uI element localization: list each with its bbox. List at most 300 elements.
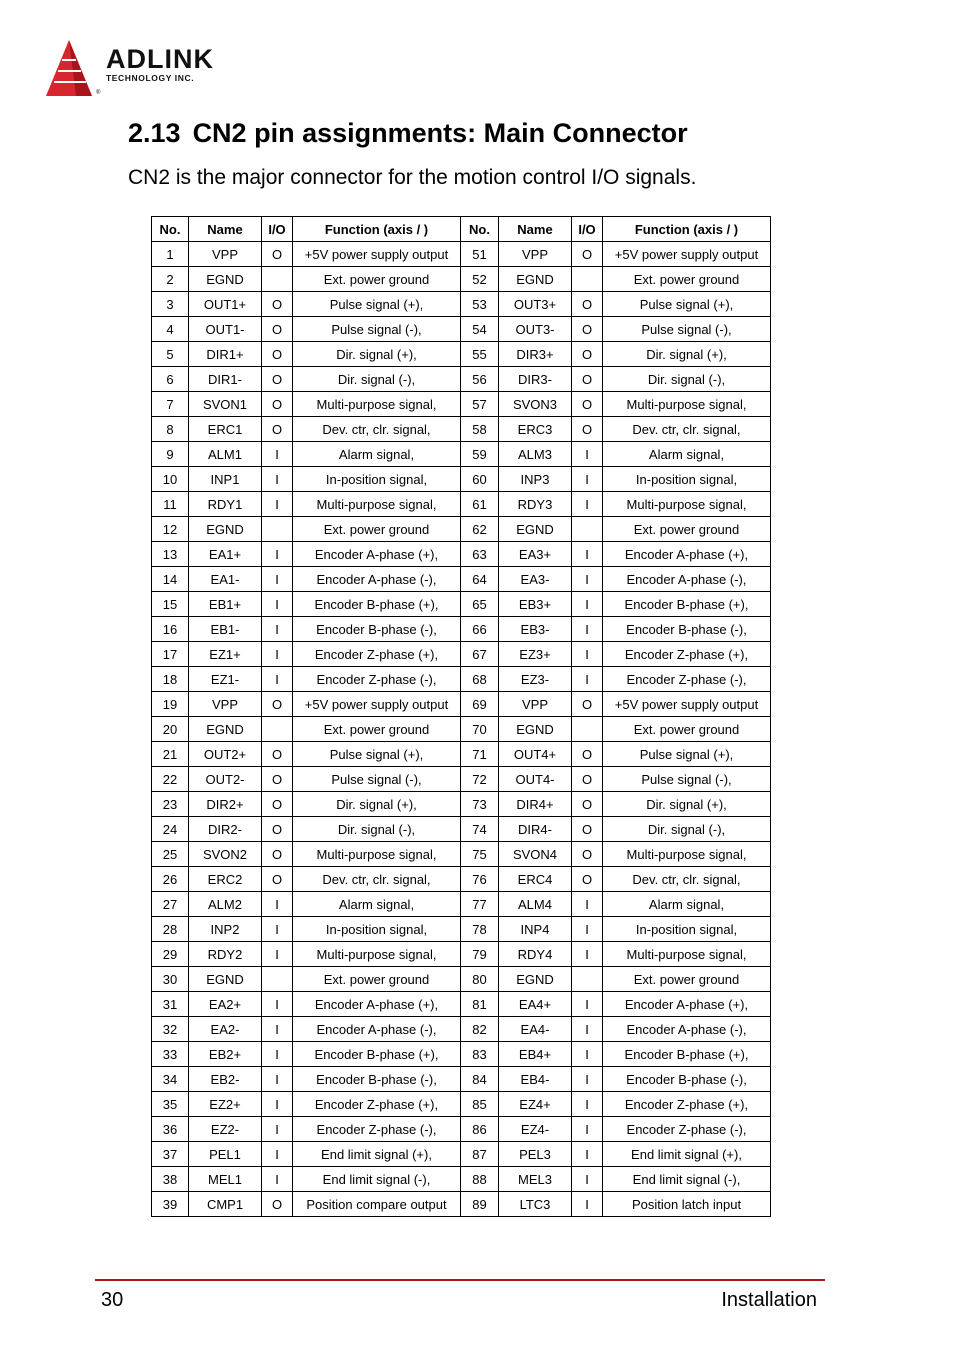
- cell-name: MEL1: [189, 1167, 262, 1192]
- cell-io: [572, 267, 603, 292]
- cell-name: LTC3: [499, 1192, 572, 1217]
- cell-function: End limit signal (+),: [293, 1142, 461, 1167]
- cell-function: Pulse signal (+),: [603, 742, 771, 767]
- cell-function: End limit signal (+),: [603, 1142, 771, 1167]
- cell-no: 89: [461, 1192, 499, 1217]
- cell-io: O: [262, 792, 293, 817]
- cell-name: DIR4-: [499, 817, 572, 842]
- cell-name: VPP: [499, 242, 572, 267]
- cell-name: EZ4-: [499, 1117, 572, 1142]
- cell-name: EA4+: [499, 992, 572, 1017]
- cell-io: I: [262, 492, 293, 517]
- cell-function: Encoder B-phase (+),: [603, 1042, 771, 1067]
- cell-name: EGND: [499, 717, 572, 742]
- cell-function: Encoder Z-phase (+),: [293, 642, 461, 667]
- cell-no: 81: [461, 992, 499, 1017]
- header-function: Function (axis / ): [293, 217, 461, 242]
- cell-no: 12: [152, 517, 189, 542]
- cell-io: I: [262, 1042, 293, 1067]
- cell-no: 25: [152, 842, 189, 867]
- cell-no: 74: [461, 817, 499, 842]
- cell-name: SVON3: [499, 392, 572, 417]
- cell-function: Dir. signal (+),: [603, 342, 771, 367]
- cell-function: +5V power supply output: [293, 692, 461, 717]
- cell-name: EA1+: [189, 542, 262, 567]
- cell-io: I: [572, 942, 603, 967]
- cell-name: EA3-: [499, 567, 572, 592]
- cell-no: 1: [152, 242, 189, 267]
- cell-name: PEL3: [499, 1142, 572, 1167]
- table-row: [152, 317, 771, 342]
- table-row: [152, 992, 771, 1017]
- cell-name: ERC2: [189, 867, 262, 892]
- cell-io: O: [572, 392, 603, 417]
- table-row: [152, 1017, 771, 1042]
- cell-io: I: [262, 642, 293, 667]
- cell-no: 75: [461, 842, 499, 867]
- cell-no: 38: [152, 1167, 189, 1192]
- cell-function: Ext. power ground: [603, 517, 771, 542]
- cell-name: EB1+: [189, 592, 262, 617]
- table-row: [152, 242, 771, 267]
- cell-function: Alarm signal,: [293, 892, 461, 917]
- brand-name: ADLINK: [106, 44, 214, 74]
- cell-io: [572, 967, 603, 992]
- cell-io: I: [572, 892, 603, 917]
- cell-io: [262, 517, 293, 542]
- cell-name: MEL3: [499, 1167, 572, 1192]
- cell-name: EB4-: [499, 1067, 572, 1092]
- table-row: [152, 1117, 771, 1142]
- cell-function: Encoder Z-phase (-),: [293, 1117, 461, 1142]
- table-row: [152, 1067, 771, 1092]
- cell-io: O: [572, 767, 603, 792]
- cell-no: 84: [461, 1067, 499, 1092]
- cell-io: O: [572, 342, 603, 367]
- cell-no: 8: [152, 417, 189, 442]
- cell-name: EZ1+: [189, 642, 262, 667]
- cell-name: EGND: [189, 717, 262, 742]
- cell-no: 82: [461, 1017, 499, 1042]
- cell-name: OUT2+: [189, 742, 262, 767]
- cell-name: RDY3: [499, 492, 572, 517]
- cell-no: 59: [461, 442, 499, 467]
- cell-io: O: [572, 292, 603, 317]
- cell-io: I: [572, 642, 603, 667]
- cell-function: Pulse signal (-),: [293, 767, 461, 792]
- cell-name: EA2-: [189, 1017, 262, 1042]
- cell-name: VPP: [499, 692, 572, 717]
- cell-io: I: [572, 1192, 603, 1217]
- cell-name: ERC3: [499, 417, 572, 442]
- table-row: [152, 742, 771, 767]
- cell-name: EB3-: [499, 617, 572, 642]
- cell-no: 86: [461, 1117, 499, 1142]
- cell-function: Encoder B-phase (-),: [293, 1067, 461, 1092]
- adlink-logo-mark-icon: [42, 38, 104, 98]
- cell-function: Multi-purpose signal,: [293, 492, 461, 517]
- cell-name: DIR1+: [189, 342, 262, 367]
- cell-function: Encoder Z-phase (+),: [603, 1092, 771, 1117]
- cell-function: Encoder A-phase (+),: [293, 542, 461, 567]
- cell-io: O: [572, 742, 603, 767]
- cell-no: 20: [152, 717, 189, 742]
- cell-io: I: [262, 892, 293, 917]
- cell-name: CMP1: [189, 1192, 262, 1217]
- cell-function: Pulse signal (+),: [293, 292, 461, 317]
- cell-name: EGND: [499, 267, 572, 292]
- table-row: [152, 817, 771, 842]
- cell-io: I: [262, 442, 293, 467]
- cell-io: I: [572, 917, 603, 942]
- table-row: [152, 717, 771, 742]
- cell-no: 53: [461, 292, 499, 317]
- cell-name: PEL1: [189, 1142, 262, 1167]
- cell-function: Multi-purpose signal,: [293, 392, 461, 417]
- cell-name: OUT1-: [189, 317, 262, 342]
- cell-function: Position latch input: [603, 1192, 771, 1217]
- cell-io: I: [572, 1142, 603, 1167]
- cell-io: O: [262, 692, 293, 717]
- section-heading: [128, 118, 688, 149]
- cell-no: 6: [152, 367, 189, 392]
- cell-function: Encoder B-phase (-),: [293, 617, 461, 642]
- cell-no: 36: [152, 1117, 189, 1142]
- cell-name: INP2: [189, 917, 262, 942]
- cell-name: EZ2+: [189, 1092, 262, 1117]
- cell-name: EGND: [499, 517, 572, 542]
- table-row: [152, 292, 771, 317]
- footer-section-name: Installation: [721, 1289, 817, 1311]
- cell-io: I: [572, 1067, 603, 1092]
- cell-io: O: [262, 1192, 293, 1217]
- cell-io: O: [262, 767, 293, 792]
- cell-io: O: [262, 367, 293, 392]
- cell-io: I: [262, 542, 293, 567]
- cell-io: O: [572, 242, 603, 267]
- cell-function: Dir. signal (+),: [293, 342, 461, 367]
- cell-no: 4: [152, 317, 189, 342]
- cell-no: 55: [461, 342, 499, 367]
- cell-name: EA2+: [189, 992, 262, 1017]
- cell-io: [572, 517, 603, 542]
- cell-io: I: [262, 992, 293, 1017]
- cell-function: Ext. power ground: [293, 717, 461, 742]
- cell-no: 13: [152, 542, 189, 567]
- cell-no: 19: [152, 692, 189, 717]
- cell-no: 62: [461, 517, 499, 542]
- cell-name: EZ4+: [499, 1092, 572, 1117]
- cell-function: Multi-purpose signal,: [293, 942, 461, 967]
- cell-io: I: [572, 1017, 603, 1042]
- cell-function: Encoder A-phase (-),: [603, 1017, 771, 1042]
- cell-no: 83: [461, 1042, 499, 1067]
- cell-no: 28: [152, 917, 189, 942]
- footer-rule: [95, 1279, 825, 1281]
- cell-name: EZ2-: [189, 1117, 262, 1142]
- cell-no: 11: [152, 492, 189, 517]
- table-row: [152, 367, 771, 392]
- cell-function: Multi-purpose signal,: [603, 842, 771, 867]
- cell-io: I: [572, 1117, 603, 1142]
- cell-function: Encoder A-phase (+),: [603, 542, 771, 567]
- cell-io: O: [262, 842, 293, 867]
- cell-no: 39: [152, 1192, 189, 1217]
- cell-function: +5V power supply output: [603, 692, 771, 717]
- cell-function: Dev. ctr, clr. signal,: [293, 867, 461, 892]
- cell-no: 51: [461, 242, 499, 267]
- cell-io: I: [262, 1067, 293, 1092]
- cell-function: Dir. signal (-),: [603, 817, 771, 842]
- cell-no: 37: [152, 1142, 189, 1167]
- cell-no: 71: [461, 742, 499, 767]
- intro-paragraph: CN2 is the major connector for the motion control I/O signals.: [128, 166, 697, 189]
- cell-name: OUT4+: [499, 742, 572, 767]
- cell-function: End limit signal (-),: [293, 1167, 461, 1192]
- header-no: No.: [152, 217, 189, 242]
- table-row: [152, 1142, 771, 1167]
- cell-function: Dev. ctr, clr. signal,: [293, 417, 461, 442]
- cell-io: [262, 967, 293, 992]
- header-io: I/O: [572, 217, 603, 242]
- header-function: Function (axis / ): [603, 217, 771, 242]
- cell-io: O: [262, 417, 293, 442]
- cell-no: 52: [461, 267, 499, 292]
- header-name: Name: [189, 217, 262, 242]
- cell-io: I: [262, 667, 293, 692]
- cell-io: I: [262, 1092, 293, 1117]
- cell-io: I: [262, 1117, 293, 1142]
- cell-name: ERC4: [499, 867, 572, 892]
- table-row: [152, 667, 771, 692]
- cell-function: Dev. ctr, clr. signal,: [603, 867, 771, 892]
- cell-no: 76: [461, 867, 499, 892]
- cell-name: RDY2: [189, 942, 262, 967]
- cell-function: Ext. power ground: [293, 267, 461, 292]
- cell-name: EZ3+: [499, 642, 572, 667]
- header-io: I/O: [262, 217, 293, 242]
- cell-no: 3: [152, 292, 189, 317]
- cell-no: 88: [461, 1167, 499, 1192]
- cell-io: I: [572, 617, 603, 642]
- cell-no: 2: [152, 267, 189, 292]
- cell-name: EB3+: [499, 592, 572, 617]
- adlink-logo: [42, 38, 242, 100]
- cell-no: 18: [152, 667, 189, 692]
- cell-name: OUT3-: [499, 317, 572, 342]
- cell-io: I: [572, 542, 603, 567]
- cell-function: Encoder Z-phase (-),: [293, 667, 461, 692]
- table-row: [152, 1092, 771, 1117]
- cell-function: Encoder A-phase (+),: [293, 992, 461, 1017]
- cell-io: I: [572, 1042, 603, 1067]
- table-row: [152, 942, 771, 967]
- cell-function: Ext. power ground: [603, 967, 771, 992]
- cell-no: 21: [152, 742, 189, 767]
- cell-function: Encoder A-phase (-),: [293, 567, 461, 592]
- cell-no: 73: [461, 792, 499, 817]
- cell-io: O: [262, 342, 293, 367]
- page-number: 30: [101, 1289, 124, 1311]
- cell-name: DIR3-: [499, 367, 572, 392]
- cell-no: 14: [152, 567, 189, 592]
- cell-no: 68: [461, 667, 499, 692]
- section-title: CN2 pin assignments: Main Connector: [192, 118, 688, 148]
- table-row: [152, 842, 771, 867]
- cn2-pin-table: [151, 216, 771, 1217]
- cell-no: 5: [152, 342, 189, 367]
- cell-io: [262, 717, 293, 742]
- cell-function: Pulse signal (-),: [603, 767, 771, 792]
- cell-io: [262, 267, 293, 292]
- cell-function: In-position signal,: [603, 917, 771, 942]
- table-row: [152, 517, 771, 542]
- cell-io: O: [262, 242, 293, 267]
- cell-no: 72: [461, 767, 499, 792]
- cell-no: 27: [152, 892, 189, 917]
- cell-function: Ext. power ground: [603, 717, 771, 742]
- cell-name: EA1-: [189, 567, 262, 592]
- cell-no: 78: [461, 917, 499, 942]
- cell-function: Encoder B-phase (+),: [293, 592, 461, 617]
- cell-no: 33: [152, 1042, 189, 1067]
- cell-no: 57: [461, 392, 499, 417]
- cell-io: I: [262, 1167, 293, 1192]
- cell-name: EGND: [499, 967, 572, 992]
- cell-io: I: [572, 442, 603, 467]
- cell-io: I: [262, 617, 293, 642]
- cell-no: 26: [152, 867, 189, 892]
- cell-io: I: [572, 592, 603, 617]
- cell-no: 54: [461, 317, 499, 342]
- cell-name: DIR3+: [499, 342, 572, 367]
- cell-no: 65: [461, 592, 499, 617]
- cell-io: O: [262, 392, 293, 417]
- table-row: [152, 442, 771, 467]
- cell-io: O: [572, 817, 603, 842]
- cell-name: DIR1-: [189, 367, 262, 392]
- cell-no: 30: [152, 967, 189, 992]
- cell-io: [572, 717, 603, 742]
- table-row: [152, 967, 771, 992]
- cell-io: I: [572, 1167, 603, 1192]
- table-row: [152, 617, 771, 642]
- cell-name: SVON2: [189, 842, 262, 867]
- cell-name: EGND: [189, 967, 262, 992]
- cell-no: 7: [152, 392, 189, 417]
- cell-io: O: [572, 692, 603, 717]
- cell-no: 61: [461, 492, 499, 517]
- cell-no: 79: [461, 942, 499, 967]
- cell-name: RDY1: [189, 492, 262, 517]
- cell-name: INP4: [499, 917, 572, 942]
- cell-name: SVON1: [189, 392, 262, 417]
- header-no: No.: [461, 217, 499, 242]
- cell-name: EGND: [189, 517, 262, 542]
- cell-no: 16: [152, 617, 189, 642]
- cell-no: 29: [152, 942, 189, 967]
- cell-no: 35: [152, 1092, 189, 1117]
- cell-io: O: [572, 867, 603, 892]
- cell-no: 60: [461, 467, 499, 492]
- cell-name: EB4+: [499, 1042, 572, 1067]
- cell-io: I: [572, 992, 603, 1017]
- cell-io: O: [572, 367, 603, 392]
- section-number: 2.13: [128, 118, 181, 148]
- cell-no: 32: [152, 1017, 189, 1042]
- cell-no: 80: [461, 967, 499, 992]
- cell-function: Encoder Z-phase (-),: [603, 1117, 771, 1142]
- cell-io: O: [572, 417, 603, 442]
- table-row: [152, 1167, 771, 1192]
- cell-io: I: [262, 1142, 293, 1167]
- cell-no: 63: [461, 542, 499, 567]
- cell-function: Ext. power ground: [293, 517, 461, 542]
- cell-function: Pulse signal (+),: [293, 742, 461, 767]
- cell-io: I: [262, 467, 293, 492]
- table-row: [152, 1042, 771, 1067]
- cell-no: 66: [461, 617, 499, 642]
- cell-function: Encoder A-phase (-),: [603, 567, 771, 592]
- table-row: [152, 767, 771, 792]
- cell-function: Multi-purpose signal,: [603, 492, 771, 517]
- table-row: [152, 567, 771, 592]
- cell-io: I: [262, 567, 293, 592]
- cell-name: EB2-: [189, 1067, 262, 1092]
- table-row: [152, 792, 771, 817]
- cell-no: 15: [152, 592, 189, 617]
- cell-no: 69: [461, 692, 499, 717]
- table-row: [152, 542, 771, 567]
- cell-no: 10: [152, 467, 189, 492]
- cell-function: +5V power supply output: [293, 242, 461, 267]
- cell-function: Pulse signal (+),: [603, 292, 771, 317]
- cell-name: EA3+: [499, 542, 572, 567]
- cell-no: 22: [152, 767, 189, 792]
- cell-name: RDY4: [499, 942, 572, 967]
- table-row: [152, 267, 771, 292]
- cell-function: In-position signal,: [293, 917, 461, 942]
- cell-io: I: [572, 567, 603, 592]
- cell-no: 67: [461, 642, 499, 667]
- cell-function: +5V power supply output: [603, 242, 771, 267]
- cell-no: 23: [152, 792, 189, 817]
- table-row: [152, 692, 771, 717]
- cell-name: EZ1-: [189, 667, 262, 692]
- cell-name: OUT1+: [189, 292, 262, 317]
- cell-function: Dir. signal (-),: [603, 367, 771, 392]
- cell-name: EGND: [189, 267, 262, 292]
- cell-function: Encoder Z-phase (-),: [603, 667, 771, 692]
- table-header-row: [152, 217, 771, 242]
- cell-no: 31: [152, 992, 189, 1017]
- registered-mark: ®: [96, 90, 101, 96]
- cell-io: I: [262, 917, 293, 942]
- brand-subtitle: TECHNOLOGY INC.: [106, 73, 195, 83]
- cell-function: Ext. power ground: [293, 967, 461, 992]
- cell-name: DIR2-: [189, 817, 262, 842]
- cell-name: ALM2: [189, 892, 262, 917]
- cell-name: DIR2+: [189, 792, 262, 817]
- cell-name: ALM1: [189, 442, 262, 467]
- cell-function: Pulse signal (-),: [603, 317, 771, 342]
- cell-function: In-position signal,: [603, 467, 771, 492]
- table-row: [152, 342, 771, 367]
- cell-function: Alarm signal,: [293, 442, 461, 467]
- cell-no: 64: [461, 567, 499, 592]
- cell-io: O: [572, 842, 603, 867]
- cell-function: Dir. signal (-),: [293, 817, 461, 842]
